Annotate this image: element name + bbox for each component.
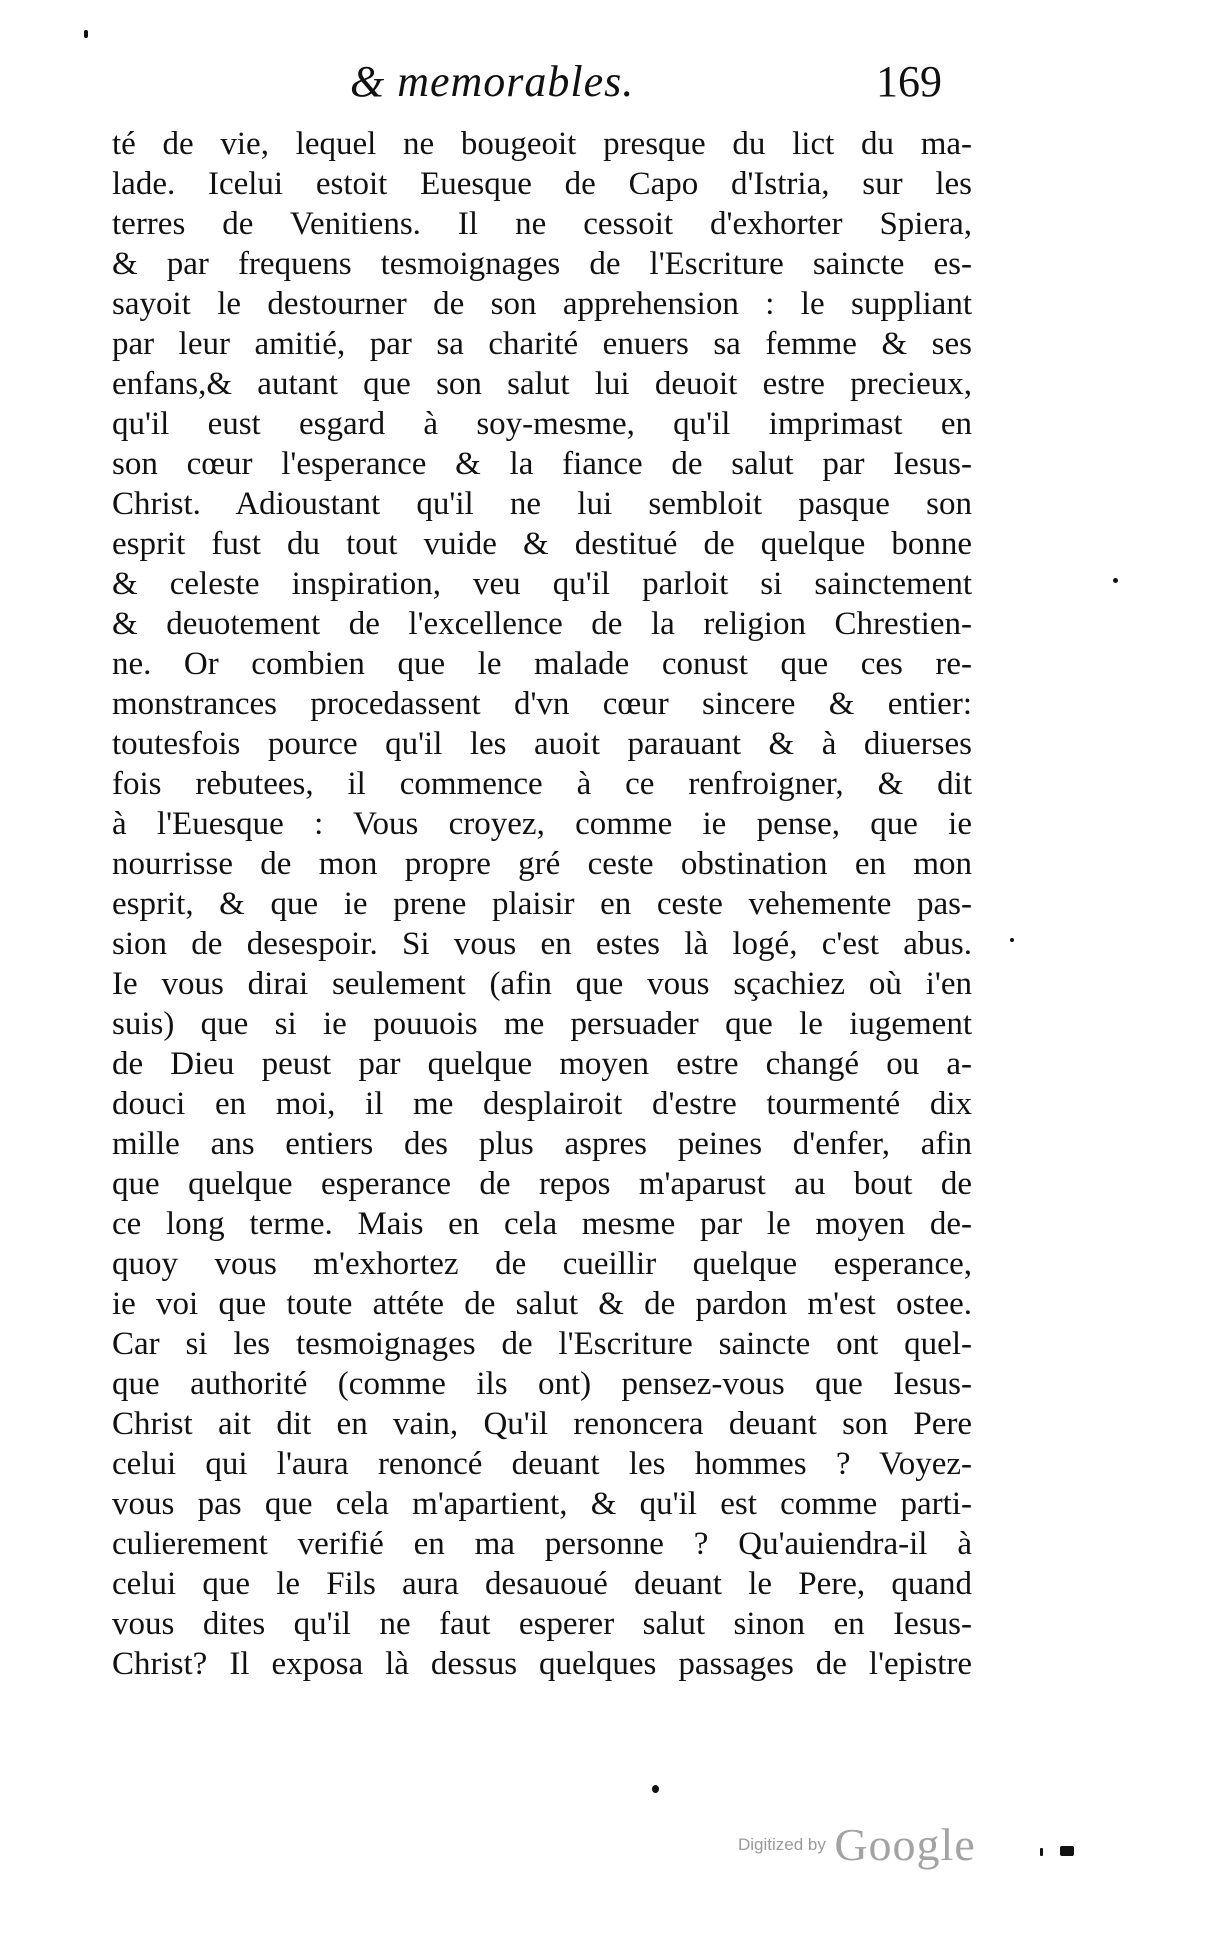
page-number: 169 <box>876 57 942 106</box>
text-line: celui qui l'aura renoncé deuant les hommes ? Voyez- <box>112 1446 972 1482</box>
ink-speck <box>1040 1848 1043 1856</box>
watermark-logo: Google <box>834 1819 976 1870</box>
text-line: terres de Venitiens. Il ne cessoit d'exhorter Spiera, <box>112 206 972 242</box>
text-line: Christ? Il exposa là dessus quelques passages de l'epistre <box>112 1646 972 1682</box>
text-line: Christ. Adioustant qu'il ne lui sembloit pasque son <box>112 486 972 522</box>
body-text <box>112 124 972 1684</box>
text-line: lade. Icelui estoit Euesque de Capo d'Istria, sur les <box>112 166 972 202</box>
running-title: & memorables. <box>350 57 635 106</box>
digitized-watermark <box>738 1818 976 1871</box>
ink-speck <box>84 30 88 38</box>
ink-speck <box>652 1785 659 1793</box>
text-line: sion de desespoir. Si vous en estes là logé, c'est abus. <box>112 926 972 962</box>
ink-speck <box>1060 1846 1074 1856</box>
ink-speck <box>1113 578 1118 583</box>
text-line: nourrisse de mon propre gré ceste obstination en mon <box>112 846 972 882</box>
text-line: fois rebutees, il commence à ce renfroigner, & dit <box>112 766 972 802</box>
text-line: qu'il eust esgard à soy-mesme, qu'il imprimast en <box>112 406 972 442</box>
text-line: ne. Or combien que le malade conust que ces re- <box>112 646 972 682</box>
text-line: enfans,& autant que son salut lui deuoit estre precieux, <box>112 366 972 402</box>
text-line: sayoit le destourner de son apprehension : le suppliant <box>112 286 972 322</box>
text-line: quoy vous m'exhortez de cueillir quelque esperance, <box>112 1246 972 1282</box>
text-line: vous pas que cela m'apartient, & qu'il est comme parti- <box>112 1486 972 1522</box>
text-line: culierement verifié en ma personne ? Qu'auiendra-il à <box>112 1526 972 1562</box>
text-line: par leur amitié, par sa charité enuers sa femme & ses <box>112 326 972 362</box>
watermark-prefix: Digitized by <box>738 1834 826 1854</box>
text-line: vous dites qu'il ne faut esperer salut sinon en Iesus- <box>112 1606 972 1642</box>
text-line: té de vie, lequel ne bougeoit presque du lict du ma- <box>112 126 972 162</box>
text-line: & celeste inspiration, veu qu'il parloit si sainctement <box>112 566 972 602</box>
text-line: que quelque esperance de repos m'aparust au bout de <box>112 1166 972 1202</box>
text-line: de Dieu peust par quelque moyen estre changé ou a- <box>112 1046 972 1082</box>
text-line: & par frequens tesmoignages de l'Escriture saincte es- <box>112 246 972 282</box>
text-line: son cœur l'esperance & la fiance de salut par Iesus- <box>112 446 972 482</box>
text-line: ie voi que toute attéte de salut & de pardon m'est ostee. <box>112 1286 972 1322</box>
text-line: douci en moi, il me desplairoit d'estre tourmenté dix <box>112 1086 972 1122</box>
text-line: ce long terme. Mais en cela mesme par le moyen de- <box>112 1206 972 1242</box>
text-line: Ie vous dirai seulement (afin que vous sçachiez où i'en <box>112 966 972 1002</box>
text-line: Car si les tesmoignages de l'Escriture saincte ont quel- <box>112 1326 972 1362</box>
text-line: mille ans entiers des plus aspres peines d'enfer, afin <box>112 1126 972 1162</box>
text-line: celui que le Fils aura desauoué deuant le Pere, quand <box>112 1566 972 1602</box>
text-line: esprit fust du tout vuide & destitué de quelque bonne <box>112 526 972 562</box>
text-line: esprit, & que ie prene plaisir en ceste vehemente pas- <box>112 886 972 922</box>
text-line: que authorité (comme ils ont) pensez-vous que Iesus- <box>112 1366 972 1402</box>
text-line: à l'Euesque : Vous croyez, comme ie pense, que ie <box>112 806 972 842</box>
text-line: monstrances procedassent d'vn cœur sincere & entier: <box>112 686 972 722</box>
text-line: Christ ait dit en vain, Qu'il renoncera deuant son Pere <box>112 1406 972 1442</box>
text-line: & deuotement de l'excellence de la religion Chrestien- <box>112 606 972 642</box>
text-line: toutesfois pource qu'il les auoit parauant & à diuerses <box>112 726 972 762</box>
text-line: suis) que si ie pouuois me persuader que le iugement <box>112 1006 972 1042</box>
ink-speck <box>1010 938 1014 942</box>
